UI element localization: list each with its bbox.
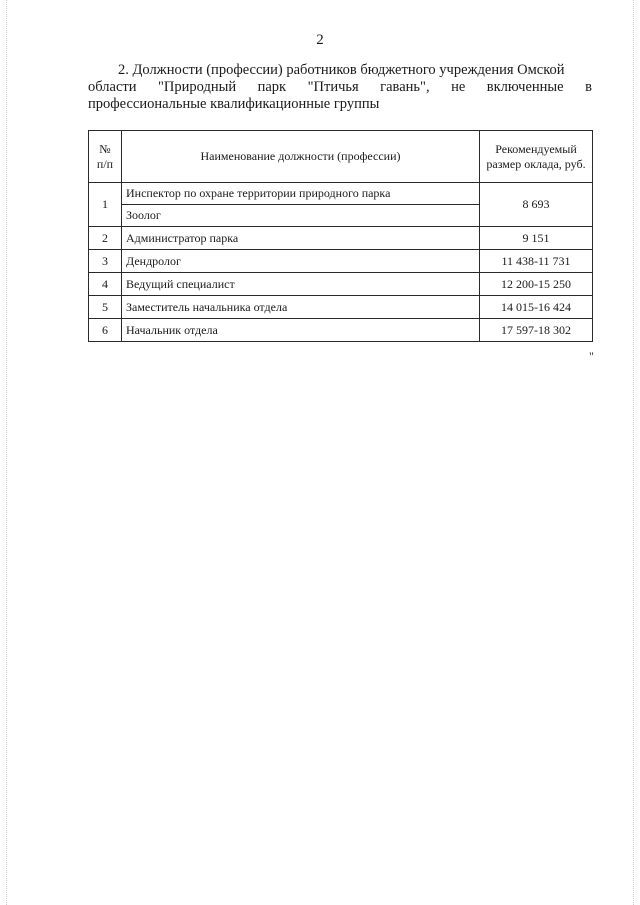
heading-line-1: 2. Должности (профессии) работников бюджетного учреждения Омской	[118, 62, 565, 78]
heading-line-2	[88, 79, 592, 96]
position-name: Ведущий специалист	[122, 273, 480, 296]
salary-value: 14 015-16 424	[480, 296, 593, 319]
row-number: 2	[89, 227, 122, 250]
row-number: 4	[89, 273, 122, 296]
heading-word: "Птичья	[307, 79, 359, 95]
salary-value: 12 200-15 250	[480, 273, 593, 296]
position-name: Инспектор по охране территории природного парка	[122, 183, 480, 205]
salary-value: 9 151	[480, 227, 593, 250]
salary-value: 17 597-18 302	[480, 319, 593, 342]
heading-word: не	[451, 79, 466, 95]
closing-quote-mark: "	[589, 349, 594, 363]
table-row	[89, 227, 593, 250]
position-name: Администратор парка	[122, 227, 480, 250]
table-row	[89, 319, 593, 342]
position-name: Зоолог	[122, 205, 480, 227]
row-number: 5	[89, 296, 122, 319]
table-row	[89, 296, 593, 319]
position-name: Дендролог	[122, 250, 480, 273]
table-header-row	[89, 131, 593, 183]
positions-salary-table	[88, 130, 593, 342]
table-row	[89, 183, 593, 205]
heading-word: в	[585, 79, 592, 95]
page-number: 2	[316, 32, 324, 48]
table-row	[89, 273, 593, 296]
header-number: № п/п	[89, 131, 122, 183]
header-position-name: Наименование должности (профессии)	[122, 131, 480, 183]
row-number: 1	[89, 183, 122, 227]
row-number: 6	[89, 319, 122, 342]
scan-edge-left	[6, 0, 8, 905]
row-number: 3	[89, 250, 122, 273]
heading-word: области	[88, 79, 137, 95]
section-heading	[88, 62, 592, 113]
position-name: Заместитель начальника отдела	[122, 296, 480, 319]
heading-word: гавань",	[380, 79, 430, 95]
heading-line-3: профессиональные квалификационные группы	[88, 96, 380, 112]
salary-value: 11 438-11 731	[480, 250, 593, 273]
salary-value: 8 693	[480, 183, 593, 227]
header-salary: Рекомендуемый размер оклада, руб.	[480, 131, 593, 183]
heading-word: "Природный	[157, 79, 237, 95]
table-row	[89, 250, 593, 273]
heading-word: включенные	[486, 79, 564, 95]
heading-word: парк	[257, 79, 287, 95]
scan-edge-right	[633, 0, 635, 905]
position-name: Начальник отдела	[122, 319, 480, 342]
